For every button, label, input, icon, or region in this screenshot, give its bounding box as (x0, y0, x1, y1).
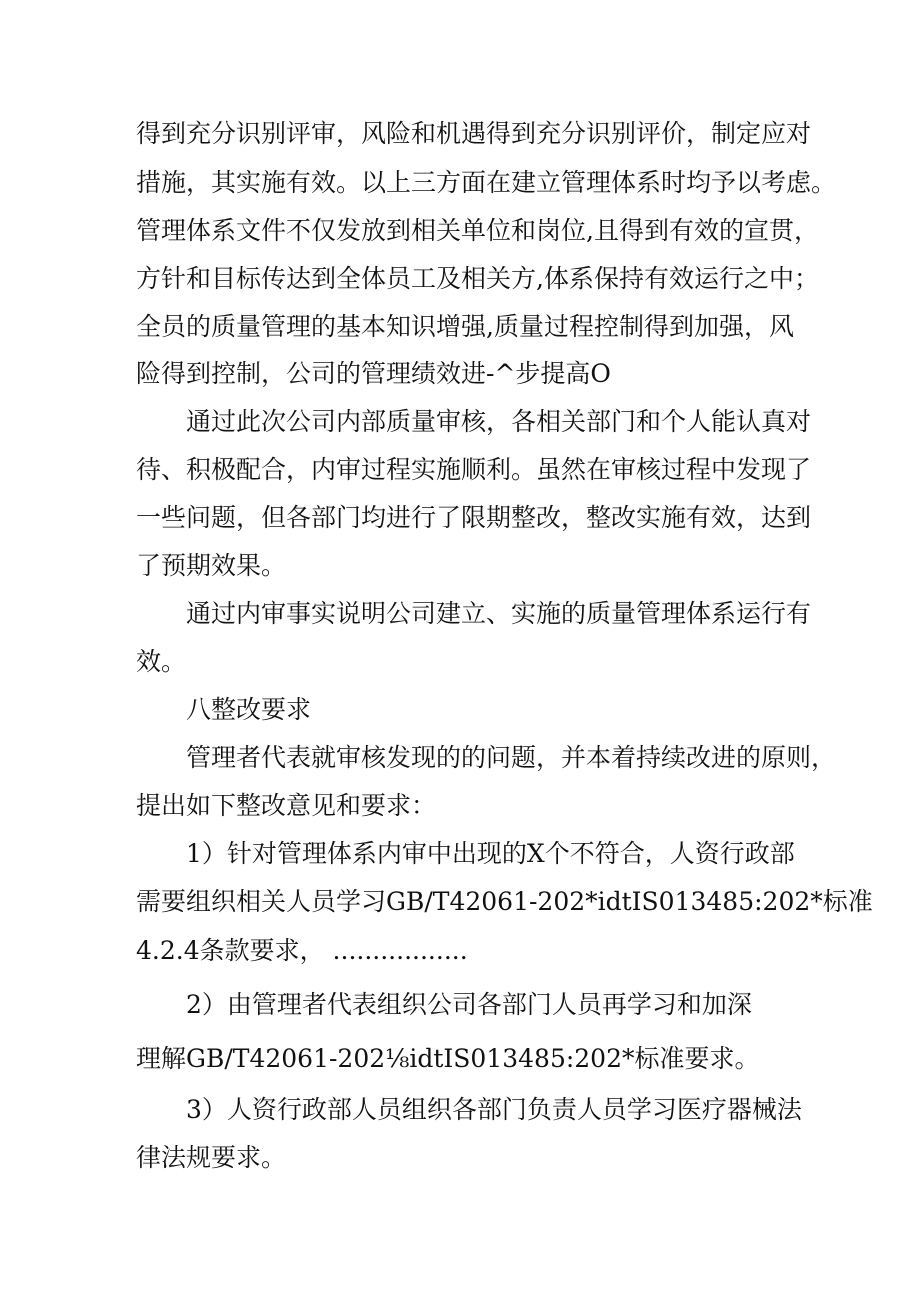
list-item-line: 需要组织相关人员学习GB/T42061-202*idtIS013485:202*标准 (136, 887, 873, 916)
paragraph-line: 管理者代表就审核发现的的问题，并本着持续改进的原则， (186, 743, 837, 772)
paragraph-line: 方针和目标传达到全体员工及相关方,体系保持有效运行之中； (136, 264, 819, 293)
paragraph-line: 一些问题，但各部门均进行了限期整改，整改实施有效，达到 (136, 503, 812, 532)
paragraph-line: 提出如下整改意见和要求： (136, 791, 437, 820)
paragraph-line: 全员的质量管理的基本知识增强,质量过程控制得到加强，风 (136, 312, 794, 341)
list-item-line: 4.2.4条款要求， ................. (136, 936, 468, 965)
section-heading: 八整改要求 (186, 695, 312, 724)
list-item-line: 律法规要求。 (136, 1143, 287, 1172)
paragraph-line: 措施，其实施有效。以上三方面在建立管理体系时均予以考虑。 (136, 168, 837, 197)
paragraph-line: 通过内审事实说明公司建立、实施的质量管理体系运行有 (186, 599, 812, 628)
list-item-line: 2）由管理者代表组织公司各部门人员再学习和加深 (186, 990, 752, 1019)
paragraph-line: 管理体系文件不仅发放到相关单位和岗位,且得到有效的宣贯， (136, 216, 819, 245)
paragraph-line: 通过此次公司内部质量审核，各相关部门和个人能认真对 (186, 407, 812, 436)
paragraph-line: 得到充分识别评审，风险和机遇得到充分识别评价，制定应对 (136, 119, 812, 148)
paragraph-line: 险得到控制，公司的管理绩效进-^步提高O (136, 359, 611, 388)
list-item-line: 1）针对管理体系内审中出现的X个不符合，人资行政部 (186, 839, 795, 868)
paragraph-line: 了预期效果。 (136, 551, 287, 580)
paragraph-line: 待、积极配合，内审过程实施顺利。虽然在审核过程中发现了 (136, 455, 812, 484)
paragraph-line: 效。 (136, 647, 187, 676)
list-item-line: 理解GB/T42061-202⅛idtIS013485:202*标准要求。 (136, 1044, 760, 1073)
list-item-line: 3）人资行政部人员组织各部门负责人员学习医疗器械法 (186, 1095, 802, 1124)
